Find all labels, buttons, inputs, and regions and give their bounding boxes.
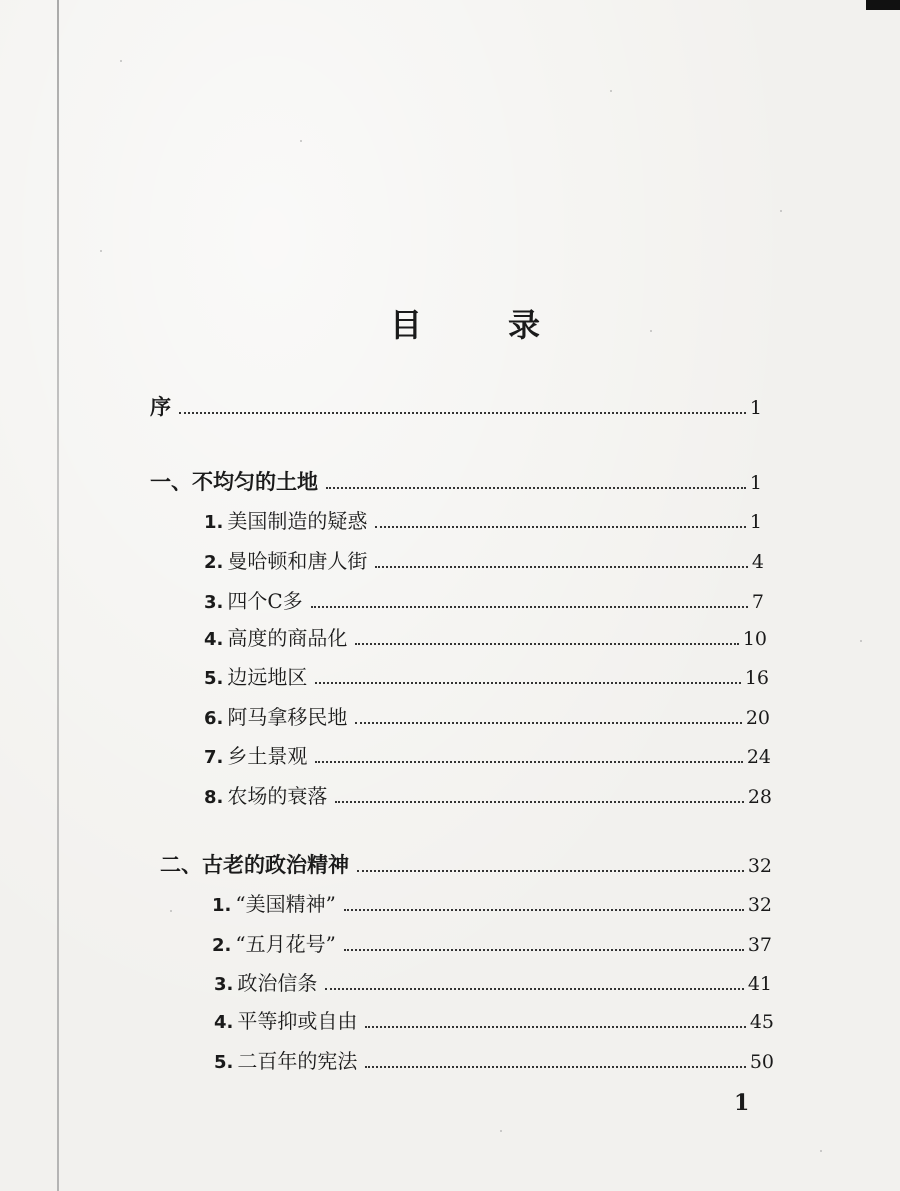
toc-item-page: 10 xyxy=(742,628,767,650)
toc-entry-preface[interactable] xyxy=(150,392,762,422)
scan-speck xyxy=(650,330,652,332)
toc-item[interactable] xyxy=(204,662,769,692)
scan-speck xyxy=(610,90,612,92)
dot-leader xyxy=(315,761,742,763)
dot-leader xyxy=(355,643,738,645)
toc-item-label: “美国精神” xyxy=(235,892,336,916)
toc-section-2[interactable] xyxy=(160,850,772,880)
toc-item[interactable] xyxy=(204,623,767,653)
toc-item-number: 1. xyxy=(204,512,224,533)
toc-item-page: 45 xyxy=(749,1011,774,1033)
toc-item-label: “五月花号” xyxy=(235,932,336,956)
toc-item-number: 1. xyxy=(212,895,232,916)
toc-item-page: 4 xyxy=(751,551,764,573)
toc-item[interactable] xyxy=(212,929,772,959)
toc-item-page: 41 xyxy=(747,973,772,995)
dot-leader xyxy=(325,988,743,990)
dot-leader xyxy=(355,722,741,724)
toc-item-label: 四个C多 xyxy=(227,589,303,613)
toc-entry-page: 1 xyxy=(749,397,762,419)
toc-item[interactable] xyxy=(214,1006,774,1036)
dot-leader xyxy=(344,949,744,951)
toc-item[interactable] xyxy=(204,702,770,732)
toc-item-number: 3. xyxy=(214,974,234,995)
toc-item-page: 50 xyxy=(749,1051,774,1073)
dot-leader xyxy=(365,1026,745,1028)
footer-page-number: 1 xyxy=(734,1090,750,1116)
dot-leader xyxy=(326,487,746,489)
toc-item-label: 政治信条 xyxy=(237,971,318,995)
toc-item[interactable] xyxy=(204,546,764,576)
toc-item-label: 乡土景观 xyxy=(227,744,308,768)
scan-speck xyxy=(860,640,862,642)
scan-speck xyxy=(100,250,102,252)
toc-item-label: 曼哈顿和唐人街 xyxy=(227,549,368,573)
dot-leader xyxy=(365,1066,745,1068)
toc-item-label: 平等抑或自由 xyxy=(237,1009,358,1033)
dot-leader xyxy=(179,412,746,414)
toc-item-number: 4. xyxy=(204,629,224,650)
toc-title-char-2: 录 xyxy=(507,306,540,344)
toc-item[interactable] xyxy=(204,741,771,771)
toc-item-page: 7 xyxy=(751,591,764,613)
toc-item-label: 农场的衰落 xyxy=(227,784,328,808)
toc-item-number: 2. xyxy=(204,552,224,573)
toc-item[interactable] xyxy=(212,889,772,919)
toc-section-label: 一、不均匀的土地 xyxy=(150,470,318,494)
toc-item-number: 7. xyxy=(204,747,224,768)
scan-speck xyxy=(170,910,172,912)
toc-item-number: 5. xyxy=(214,1052,234,1073)
dot-leader xyxy=(315,682,740,684)
toc-item-page: 37 xyxy=(747,934,772,956)
dot-leader xyxy=(311,606,748,608)
toc-item-label: 美国制造的疑惑 xyxy=(227,509,368,533)
toc-entry-label: 序 xyxy=(150,395,171,419)
toc-section-page: 1 xyxy=(749,472,762,494)
toc-item-page: 28 xyxy=(747,786,772,808)
dot-leader xyxy=(375,526,746,528)
toc-item[interactable] xyxy=(204,781,772,811)
toc-section-page: 32 xyxy=(747,855,772,877)
dot-leader xyxy=(357,870,744,872)
toc-item-number: 4. xyxy=(214,1012,234,1033)
toc-title-char-1: 目 xyxy=(390,306,423,344)
toc-item[interactable] xyxy=(204,586,764,616)
toc-item-number: 8. xyxy=(204,787,224,808)
toc-item-number: 3. xyxy=(204,592,224,613)
toc-section-label: 二、古老的政治精神 xyxy=(160,853,349,877)
toc-item-label: 边远地区 xyxy=(227,665,308,689)
toc-section-1[interactable] xyxy=(150,467,762,497)
toc-item-number: 2. xyxy=(212,935,232,956)
dot-leader xyxy=(335,801,743,803)
toc-item-page: 20 xyxy=(745,707,770,729)
scan-speck xyxy=(780,210,782,212)
toc-item-page: 24 xyxy=(746,746,771,768)
toc-item[interactable] xyxy=(204,506,762,536)
toc-item-page: 32 xyxy=(747,894,772,916)
toc-item-page: 1 xyxy=(749,511,762,533)
dot-leader xyxy=(344,909,744,911)
toc-item[interactable] xyxy=(214,1046,774,1076)
scan-speck xyxy=(820,1150,822,1152)
toc-item-number: 6. xyxy=(204,708,224,729)
scan-speck xyxy=(300,140,302,142)
toc-item-page: 16 xyxy=(744,667,769,689)
toc-item-label: 二百年的宪法 xyxy=(237,1049,358,1073)
scan-speck xyxy=(120,60,122,62)
toc-item-label: 阿马拿移民地 xyxy=(227,705,348,729)
toc-item-label: 高度的商品化 xyxy=(227,626,348,650)
dot-leader xyxy=(375,566,748,568)
toc-item[interactable] xyxy=(214,968,772,998)
toc-item-number: 5. xyxy=(204,668,224,689)
scan-speck xyxy=(500,1130,502,1132)
